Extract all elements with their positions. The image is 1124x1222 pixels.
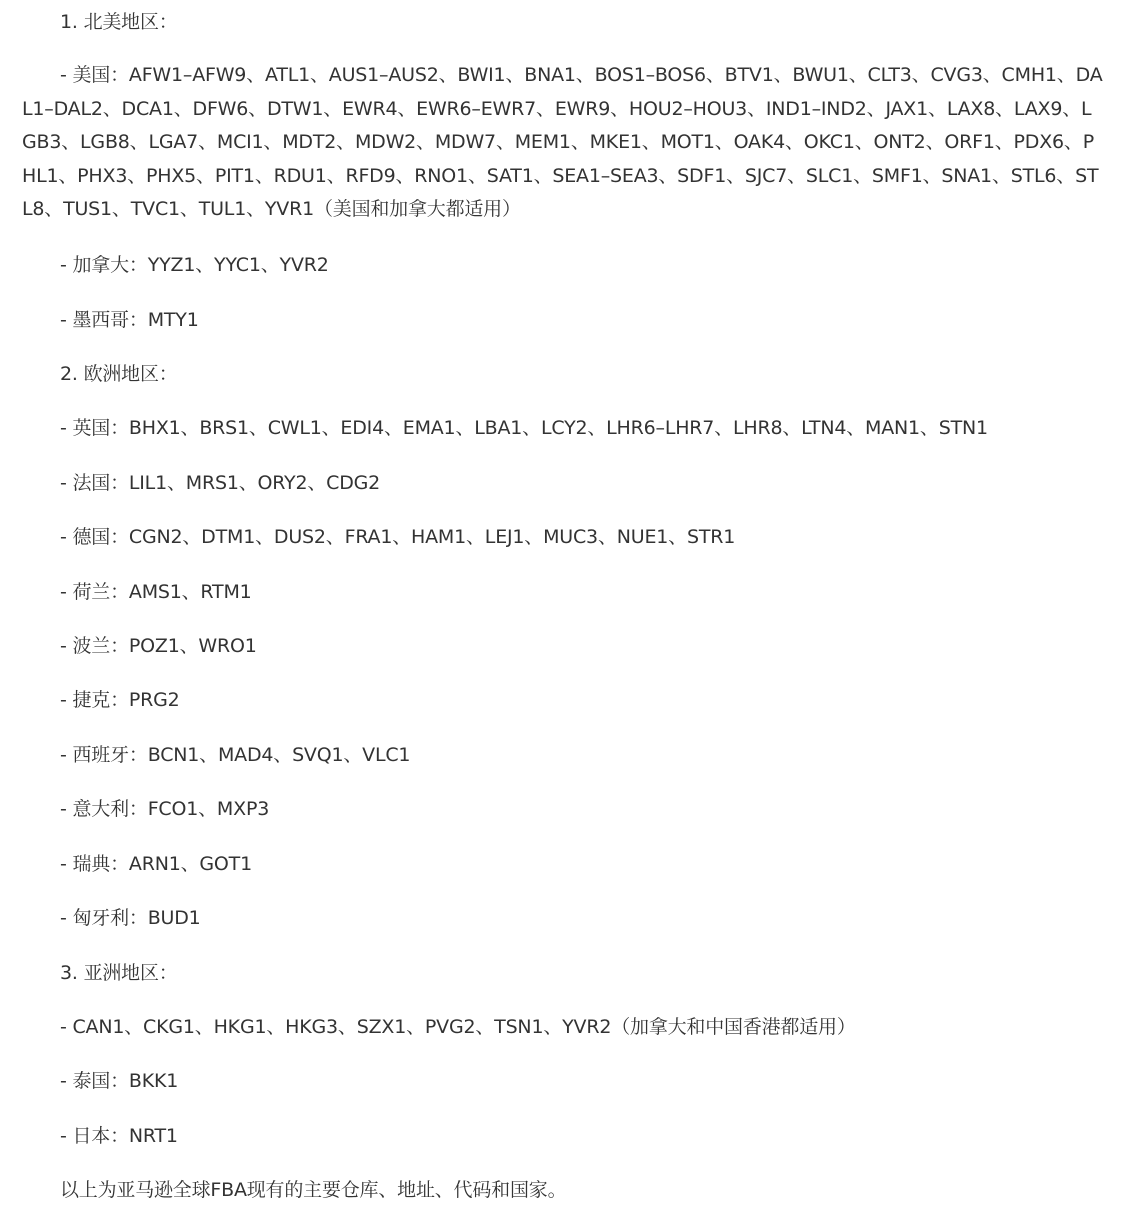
france-warehouses: - 法国：LIL1、MRS1、ORY2、CDG2	[60, 472, 381, 494]
uk-warehouses: - 英国：BHX1、BRS1、CWL1、EDI4、EMA1、LBA1、LCY2、LHR6–LHR7、LHR8、LTN4、MAN1、STN1	[60, 417, 988, 439]
netherlands-warehouses: - 荷兰：AMS1、RTM1	[60, 581, 252, 603]
us-warehouses: - 美国：AFW1–AFW9、ATL1、AUS1–AUS2、BWI1、BNA1、BOS1–BOS6、BTV1、BWU1、CLT3、CVG3、CMH1、DAL1–DAL2、DCA1、DFW6、DTW1、EWR4、EWR6–EWR7、EWR9、HOU2–HOU3、IND1–IND2、JAX1、LAX8、LAX9、LGB3、LGB8、LGA7、MCI1、MDT2、MDW2、MDW7、MEM1、MKE1、MOT1、OAK4、OKC1、ONT2、ORF1、PDX6、PHL1、PHX3、PHX5、PIT1、RDU1、RFD9、RNO1、SAT1、SEA1–SEA3、SDF1、SJC7、SLC1、SMF1、SNA1、STL6、STL8、TUS1、TVC1、TUL1、YVR1（美国和加拿大都适用）	[22, 64, 1103, 221]
sweden-warehouses: - 瑞典：ARN1、GOT1	[60, 853, 252, 875]
czech-warehouses: - 捷克：PRG2	[60, 689, 180, 711]
hungary-warehouses: - 匈牙利：BUD1	[60, 907, 201, 929]
north-america-heading: 1. 北美地区：	[60, 11, 178, 33]
spain-warehouses: - 西班牙：BCN1、MAD4、SVQ1、VLC1	[60, 744, 411, 766]
mexico-warehouses: - 墨西哥：MTY1	[60, 309, 199, 331]
thailand-warehouses: - 泰国：BKK1	[60, 1070, 179, 1092]
summary-text: 以上为亚马逊全球FBA现有的主要仓库、地址、代码和国家。	[60, 1179, 567, 1201]
europe-heading: 2. 欧洲地区：	[60, 363, 178, 385]
germany-warehouses: - 德国：CGN2、DTM1、DUS2、FRA1、HAM1、LEJ1、MUC3、NUE1、STR1	[60, 526, 736, 548]
canada-warehouses: - 加拿大：YYZ1、YYC1、YVR2	[60, 254, 329, 276]
asia-warehouses: - CAN1、CKG1、HKG1、HKG3、SZX1、PVG2、TSN1、YVR2（加拿大和中国香港都适用）	[60, 1016, 856, 1038]
poland-warehouses: - 波兰：POZ1、WRO1	[60, 635, 257, 657]
japan-warehouses: - 日本：NRT1	[60, 1125, 178, 1147]
asia-heading: 3. 亚洲地区：	[60, 962, 178, 984]
italy-warehouses: - 意大利：FCO1、MXP3	[60, 798, 270, 820]
